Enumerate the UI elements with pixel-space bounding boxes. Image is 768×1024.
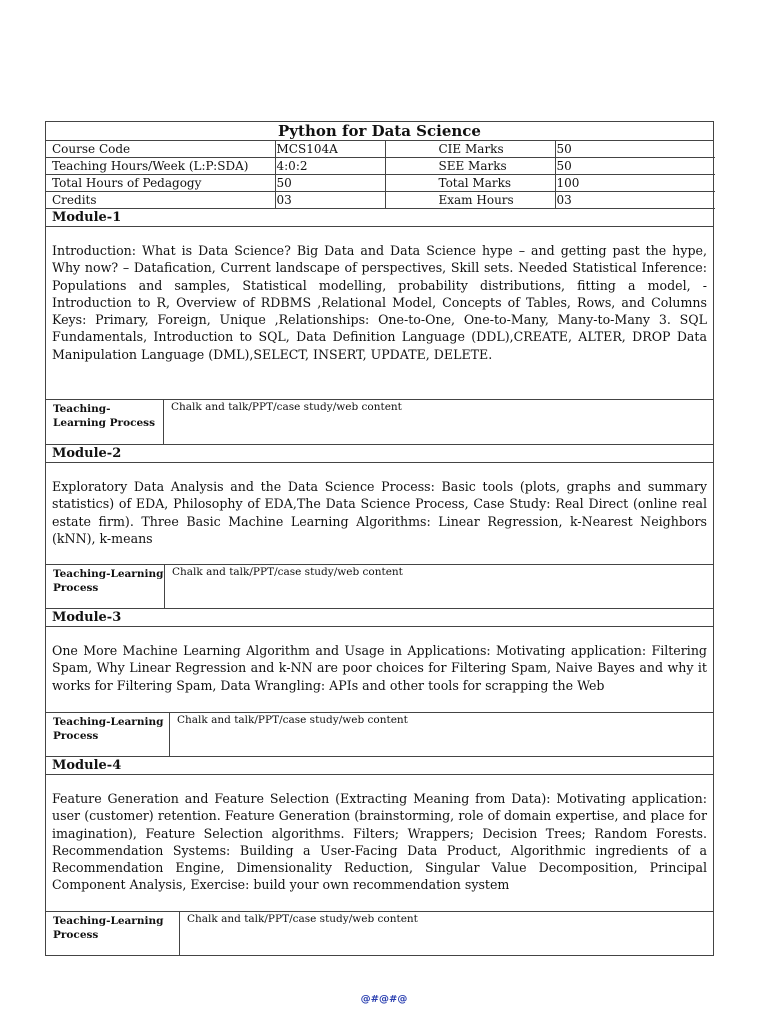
info-label: CIE Marks [385, 141, 555, 158]
info-label: Credits [46, 192, 275, 209]
info-label: Total Hours of Pedagogy [46, 175, 275, 192]
info-value: MCS104A [275, 141, 385, 158]
info-value: 50 [555, 158, 715, 175]
info-row-total-hours [46, 175, 715, 192]
info-value: 100 [555, 175, 715, 192]
teaching-process-label: Teaching-Learning Process [46, 713, 170, 756]
info-label: Exam Hours [385, 192, 555, 209]
info-row-course-code [46, 141, 715, 158]
info-label: Course Code [46, 141, 275, 158]
teaching-process-label: Teaching-Learning Process [46, 400, 164, 444]
info-label: Teaching Hours/Week (L:P:SDA) [46, 158, 275, 175]
info-value: 4:0:2 [275, 158, 385, 175]
teaching-process-value: Chalk and talk/PPT/case study/web content [172, 566, 403, 578]
module-2-heading: Module-2 [46, 445, 713, 463]
teaching-process-label: Teaching-Learning Process [46, 565, 165, 608]
module-1-content: Introduction: What is Data Science? Big Data and Data Science hype – and getting past the hype, Why now? – Datafication, Current landscape of perspectives, Skill sets. Needed Statistical Inference: Populations and samples, Statistical modelling, probability distributions, fitting a model, - Introduction to R, Overview of RDBMS ,Relational Model, Concepts of Tables, Rows, and Columns Keys: Primary, Foreign, Unique ,Relationships: One-to-One, One-to-Many, Many-to-Many 3. SQL Fundamentals, Introduction to SQL, Data Definition Language (DDL),CREATE, ALTER, DROP Data Manipulation Language (DML),SELECT, INSERT, UPDATE, DELETE. [46, 227, 713, 400]
teaching-process-value: Chalk and talk/PPT/case study/web content [171, 401, 402, 413]
info-label: SEE Marks [385, 158, 555, 175]
teaching-process-label: Teaching-Learning Process [46, 912, 180, 955]
info-value: 03 [555, 192, 715, 209]
info-value: 50 [555, 141, 715, 158]
module-3-teaching-process [46, 713, 713, 757]
module-2-teaching-process [46, 565, 713, 609]
module-4-heading: Module-4 [46, 757, 713, 775]
info-row-credits [46, 192, 715, 209]
info-label: Total Marks [385, 175, 555, 192]
module-2-content: Exploratory Data Analysis and the Data Science Process: Basic tools (plots, graphs and summary statistics) of EDA, Philosophy of EDA,The Data Science Process, Case Study: Real Direct (online real estate firm). Three Basic Machine Learning Algorithms: Linear Regression, k-Nearest Neighbors (kNN), k-means [46, 463, 713, 565]
module-3-content: One More Machine Learning Algorithm and Usage in Applications: Motivating application: Filtering Spam, Why Linear Regression and k-NN are poor choices for Filtering Spam, Naive Bayes and why it works for Filtering Spam, Data Wrangling: APIs and other tools for scrapping the Web [46, 627, 713, 713]
module-1-teaching-process [46, 400, 713, 445]
teaching-process-value: Chalk and talk/PPT/case study/web content [177, 714, 408, 726]
info-row-teaching-hours [46, 158, 715, 175]
course-info-table [46, 141, 715, 209]
syllabus-table [45, 121, 714, 956]
module-4-teaching-process [46, 912, 713, 955]
module-3-heading: Module-3 [46, 609, 713, 627]
info-value: 03 [275, 192, 385, 209]
info-value: 50 [275, 175, 385, 192]
teaching-process-value: Chalk and talk/PPT/case study/web content [187, 913, 418, 925]
page-footer-mark: @#@#@ [360, 994, 408, 1005]
module-1-heading: Module-1 [46, 209, 713, 227]
module-4-content: Feature Generation and Feature Selection (Extracting Meaning from Data): Motivating application: user (customer) retention. Feature Generation (brainstorming, role of domain expertise, and place for imagination), Feature Selection algorithms. Filters; Wrappers; Decision Trees; Random Forests. Recommendation Systems: Building a User-Facing Data Product, Algorithmic ingredients of a Recommendation Engine, Dimensionality Reduction, Singular Value Decomposition, Principal Component Analysis, Exercise: build your own recommendation system [46, 775, 713, 912]
course-title: Python for Data Science [46, 122, 713, 141]
